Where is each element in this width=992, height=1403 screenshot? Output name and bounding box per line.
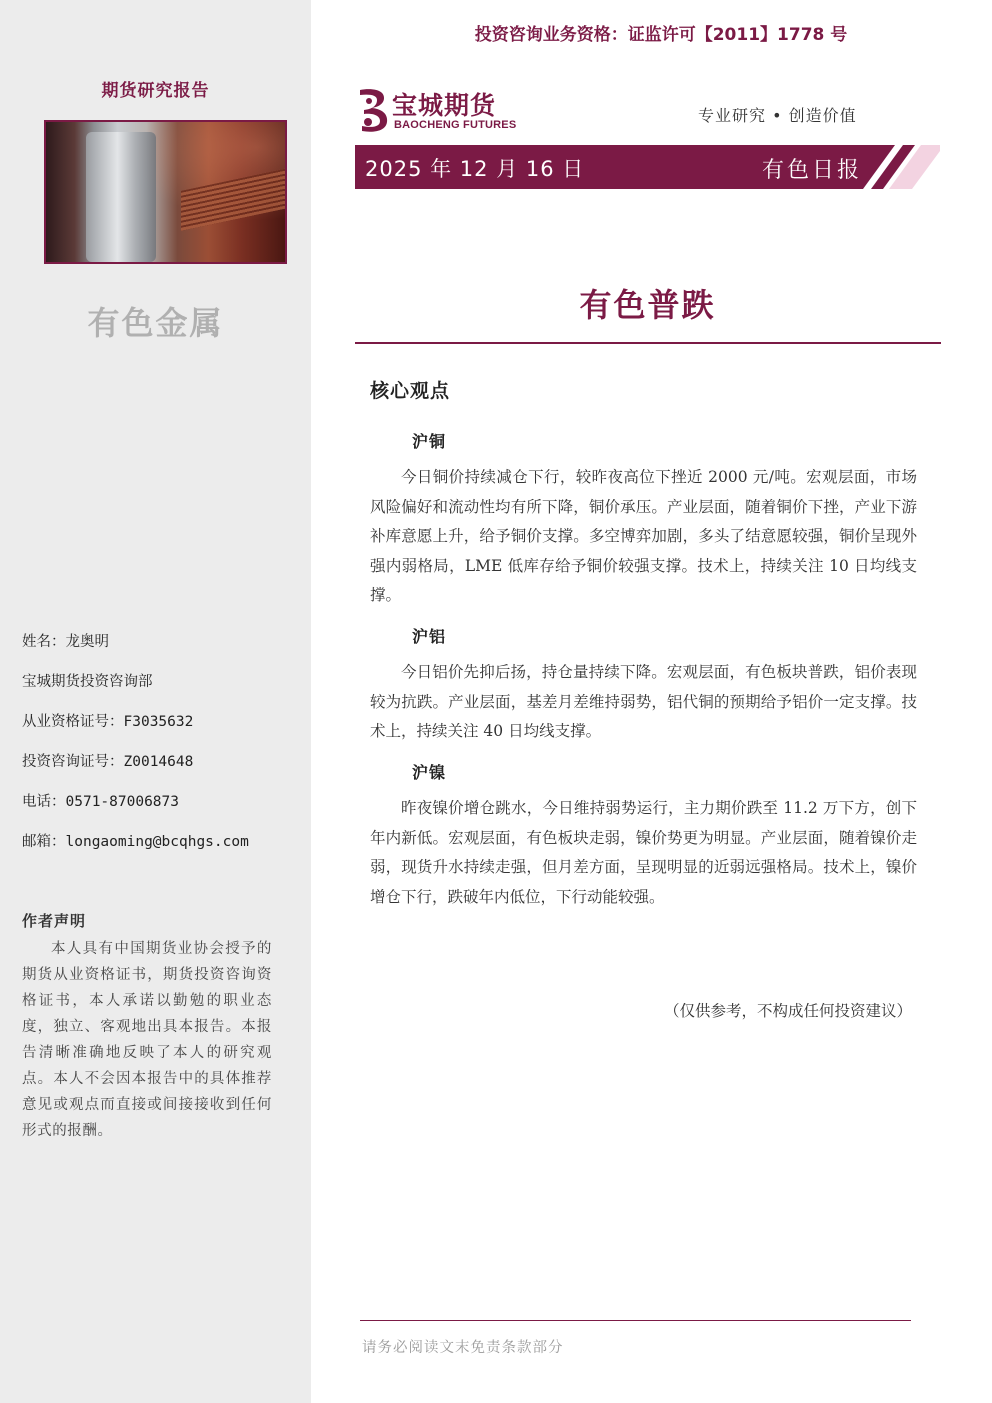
report-type-label: 期货研究报告 xyxy=(101,81,210,101)
item-body-nickel: 昨夜镍价增仓跳水，今日维持弱势运行，主力期价跌至 11.2 万下方，创下年内新低。宏观层面，有色板块走弱，镍价势更为明显。产业层面，随着镍价走弱，现货升水持续走强，但月差方面，呈现明显的近弱远强格局。技术上，镍价增仓下行，跌破年内低位，下行动能较强。 xyxy=(370,799,917,906)
analyst-info xyxy=(22,630,249,870)
cover-photo xyxy=(44,120,287,264)
report-date: 2025 年 12 月 16 日 xyxy=(365,157,585,181)
section-heading: 核心观点 xyxy=(370,380,451,402)
analyst-department: 宝城期货投资咨询部 xyxy=(22,674,153,690)
baocheng-b-logo-icon xyxy=(356,86,390,134)
disclaimer-note: （仅供参考，不构成任何投资建议） xyxy=(663,1002,912,1020)
report-title: 有色普跌 xyxy=(579,286,716,324)
item-body-copper: 今日铜价持续减仓下行，较昨夜高位下挫近 2000 元/吨。宏观层面，市场风险偏好和流动性均有所下降，铜价承压。产业层面，随着铜价下挫，产业下游补库意愿上升，给予铜价支撑。多空博弈加剧，多头了结意愿较强，铜价呈现外强内弱格局，LME 低库存给予铜价较强支撑。技术上，持续关注 10 日均线支撑。 xyxy=(370,468,917,605)
license-line: 投资咨询业务资格：证监许可【2011】1778 号 xyxy=(474,25,848,45)
analyst-qualification-number: 从业资格证号：F3035632 xyxy=(22,714,194,730)
title-divider xyxy=(355,342,941,344)
item-body-aluminum: 今日铝价先抑后扬，持仓量持续下降。宏观层面，有色板块普跌，铝价表现较为抗跌。产业层面，基差月差维持弱势，铝代铜的预期给予铝价一定支撑。技术上，持续关注 40 日均线支撑。 xyxy=(370,663,917,741)
copper-coil-graphic xyxy=(181,163,287,231)
metal-roll-graphic xyxy=(86,132,156,262)
date-banner xyxy=(355,145,940,189)
analyst-name: 姓名：龙奥明 xyxy=(22,634,109,650)
logo-english-name: BAOCHENG FUTURES xyxy=(394,119,517,131)
footer-divider xyxy=(360,1320,911,1321)
analyst-consulting-number: 投资咨询证号：Z0014648 xyxy=(22,754,194,770)
item-title-copper: 沪铜 xyxy=(412,432,447,451)
company-logo xyxy=(356,86,526,134)
sidebar xyxy=(0,0,311,1403)
item-title-aluminum: 沪铝 xyxy=(412,627,447,646)
analyst-phone: 电话：0571-87006873 xyxy=(22,794,179,810)
footer-disclaimer-link: 请务必阅读文末免责条款部分 xyxy=(362,1340,564,1356)
report-kind: 有色日报 xyxy=(761,158,862,183)
logo-chinese-name: 宝城期货 xyxy=(392,91,497,120)
company-slogan: 专业研究 • 创造价值 xyxy=(698,106,857,125)
sector-label: 有色金属 xyxy=(87,304,224,342)
author-declaration-title: 作者声明 xyxy=(22,912,87,930)
item-title-nickel: 沪镍 xyxy=(412,763,447,782)
analyst-email: 邮箱：longaoming@bcqhgs.com xyxy=(22,834,249,850)
author-declaration-body: 本人具有中国期货业协会授予的期货从业资格证书，期货投资咨询资格证书，本人承诺以勤勉的职业态度，独立、客观地出具本报告。本报告清晰准确地反映了本人的研究观点。本人不会因本报告中的具体推荐意见或观点而直接或间接接收到任何形式的报酬。 xyxy=(22,941,272,1139)
